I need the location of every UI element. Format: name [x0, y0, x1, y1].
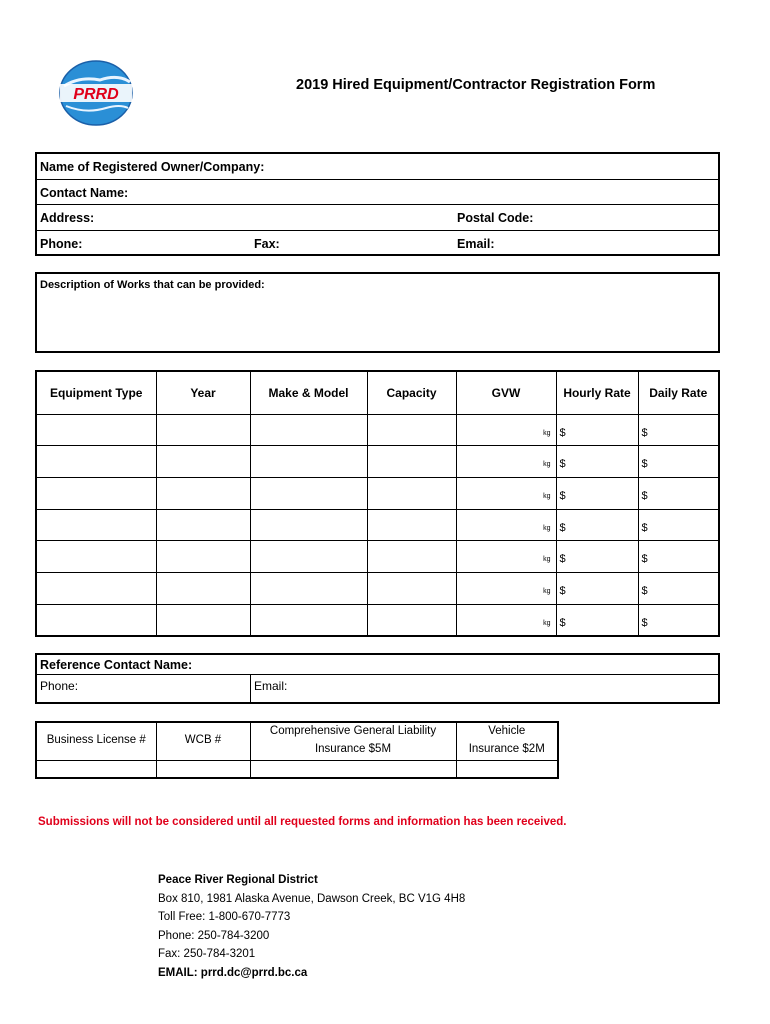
gvw-cell[interactable] [456, 414, 556, 446]
equipment-type-cell[interactable] [36, 477, 156, 509]
currency-symbol: $ [559, 553, 566, 566]
hourly-rate-cell[interactable] [556, 446, 638, 478]
header-hourly-rate: Hourly Rate [556, 371, 638, 414]
mailing-address: Box 810, 1981 Alaska Avenue, Dawson Creek, BC V1G 4H8 [158, 892, 466, 905]
year-cell[interactable] [156, 414, 250, 446]
hourly-rate-cell[interactable] [556, 604, 638, 636]
currency-symbol: $ [559, 458, 566, 471]
gvw-cell[interactable] [456, 509, 556, 541]
capacity-cell[interactable] [367, 477, 456, 509]
equipment-row [36, 446, 719, 478]
business-license-cell[interactable] [36, 760, 156, 778]
header-year: Year [156, 371, 250, 414]
capacity-cell[interactable] [367, 604, 456, 636]
postal-code-label: Postal Code: [457, 211, 534, 225]
daily-rate-cell[interactable] [638, 446, 719, 478]
header-capacity: Capacity [367, 371, 456, 414]
gvw-cell[interactable] [456, 446, 556, 478]
kg-unit: kg [543, 461, 551, 469]
submission-warning: Submissions will not be considered until all requested forms and information has been received. [38, 816, 567, 828]
vehicle-line-2: Insurance $2M [468, 743, 545, 756]
equipment-type-cell[interactable] [36, 414, 156, 446]
reference-phone-email-row[interactable] [37, 675, 718, 702]
make-model-cell[interactable] [250, 477, 367, 509]
divider [250, 675, 251, 702]
make-model-cell[interactable] [250, 446, 367, 478]
header-equipment-type: Equipment Type [36, 371, 156, 414]
make-model-cell[interactable] [250, 541, 367, 573]
currency-symbol: $ [559, 584, 566, 597]
contact-fax: Fax: 250-784-3201 [158, 948, 256, 960]
insurance-data-row [36, 760, 558, 778]
address-row [37, 205, 718, 231]
kg-unit: kg [543, 429, 551, 437]
currency-symbol: $ [641, 553, 648, 566]
cgl-cell[interactable] [250, 760, 456, 778]
equipment-row [36, 572, 719, 604]
gvw-cell[interactable] [456, 572, 556, 604]
reference-name-label: Reference Contact Name: [40, 658, 193, 672]
hourly-rate-cell[interactable] [556, 572, 638, 604]
equipment-row [36, 414, 719, 446]
make-model-cell[interactable] [250, 414, 367, 446]
kg-unit: kg [543, 619, 551, 627]
description-field[interactable] [35, 272, 720, 353]
business-license-header: Business License # [36, 722, 156, 760]
vehicle-insurance-header [456, 722, 558, 760]
currency-symbol: $ [559, 616, 566, 629]
currency-symbol: $ [559, 426, 566, 439]
currency-symbol: $ [641, 489, 648, 502]
cgl-line-1: Comprehensive General Liability [269, 725, 437, 738]
equipment-header-row [36, 371, 719, 414]
year-cell[interactable] [156, 604, 250, 636]
equipment-row [36, 604, 719, 636]
header-make-model: Make & Model [250, 371, 367, 414]
capacity-cell[interactable] [367, 509, 456, 541]
org-name: Peace River Regional District [158, 874, 318, 886]
equipment-type-cell[interactable] [36, 446, 156, 478]
daily-rate-cell[interactable] [638, 477, 719, 509]
capacity-cell[interactable] [367, 572, 456, 604]
description-label: Description of Works that can be provided: [40, 279, 265, 291]
currency-symbol: $ [641, 521, 648, 534]
year-cell[interactable] [156, 541, 250, 573]
phone-row [37, 231, 718, 257]
contact-name-field[interactable] [37, 180, 718, 206]
make-model-cell[interactable] [250, 509, 367, 541]
gvw-cell[interactable] [456, 604, 556, 636]
reference-contact-section [35, 653, 720, 704]
owner-name-field[interactable] [37, 154, 718, 180]
contact-address-block [158, 871, 465, 982]
capacity-cell[interactable] [367, 414, 456, 446]
equipment-type-cell[interactable] [36, 572, 156, 604]
email-label: Email: [457, 236, 495, 251]
equipment-row [36, 509, 719, 541]
reference-phone-label: Phone: [40, 679, 79, 693]
year-cell[interactable] [156, 572, 250, 604]
currency-symbol: $ [559, 489, 566, 502]
wcb-header: WCB # [156, 722, 250, 760]
daily-rate-cell[interactable] [638, 572, 719, 604]
owner-name-label: Name of Registered Owner/Company: [40, 160, 265, 174]
equipment-type-cell[interactable] [36, 604, 156, 636]
logo-text: PRRD [73, 86, 119, 103]
fax-label: Fax: [254, 236, 280, 251]
header-daily-rate: Daily Rate [638, 371, 719, 414]
equipment-type-cell[interactable] [36, 509, 156, 541]
year-cell[interactable] [156, 477, 250, 509]
license-insurance-table [35, 721, 559, 779]
gvw-cell[interactable] [456, 477, 556, 509]
daily-rate-cell[interactable] [638, 414, 719, 446]
equipment-row [36, 541, 719, 573]
hourly-rate-cell[interactable] [556, 541, 638, 573]
equipment-type-cell[interactable] [36, 541, 156, 573]
capacity-cell[interactable] [367, 446, 456, 478]
contact-name-label: Contact Name: [40, 185, 129, 200]
phone-label: Phone: [40, 236, 83, 251]
owner-info-section [35, 152, 720, 256]
currency-symbol: $ [559, 521, 566, 534]
gvw-cell[interactable] [456, 541, 556, 573]
wcb-cell[interactable] [156, 760, 250, 778]
vehicle-line-1: Vehicle [488, 725, 526, 738]
currency-symbol: $ [641, 584, 648, 597]
vehicle-insurance-cell[interactable] [456, 760, 558, 778]
hourly-rate-cell[interactable] [556, 477, 638, 509]
capacity-cell[interactable] [367, 541, 456, 573]
hourly-rate-cell[interactable] [556, 509, 638, 541]
hourly-rate-cell[interactable] [556, 414, 638, 446]
year-cell[interactable] [156, 509, 250, 541]
currency-symbol: $ [641, 616, 648, 629]
toll-free: Toll Free: 1-800-670-7773 [158, 911, 291, 923]
currency-symbol: $ [641, 458, 648, 471]
insurance-header-row [36, 722, 558, 760]
equipment-table [35, 370, 720, 637]
address-label: Address: [40, 211, 95, 225]
prrd-logo [56, 58, 136, 128]
contact-email: EMAIL: prrd.dc@prrd.bc.ca [158, 966, 308, 979]
make-model-cell[interactable] [250, 604, 367, 636]
equipment-row [36, 477, 719, 509]
header-gvw: GVW [456, 371, 556, 414]
cgl-line-2: Insurance $5M [314, 743, 392, 756]
reference-name-field[interactable] [37, 655, 718, 675]
contact-phone: Phone: 250-784-3200 [158, 929, 270, 942]
kg-unit: kg [543, 492, 551, 500]
daily-rate-cell[interactable] [638, 604, 719, 636]
kg-unit: kg [543, 587, 551, 595]
kg-unit: kg [543, 556, 551, 564]
cgl-insurance-header [250, 722, 456, 760]
form-title: 2019 Hired Equipment/Contractor Registration Form [296, 77, 656, 93]
daily-rate-cell[interactable] [638, 541, 719, 573]
kg-unit: kg [543, 524, 551, 532]
make-model-cell[interactable] [250, 572, 367, 604]
currency-symbol: $ [641, 426, 648, 439]
year-cell[interactable] [156, 446, 250, 478]
daily-rate-cell[interactable] [638, 509, 719, 541]
reference-email-label: Email: [254, 679, 288, 693]
